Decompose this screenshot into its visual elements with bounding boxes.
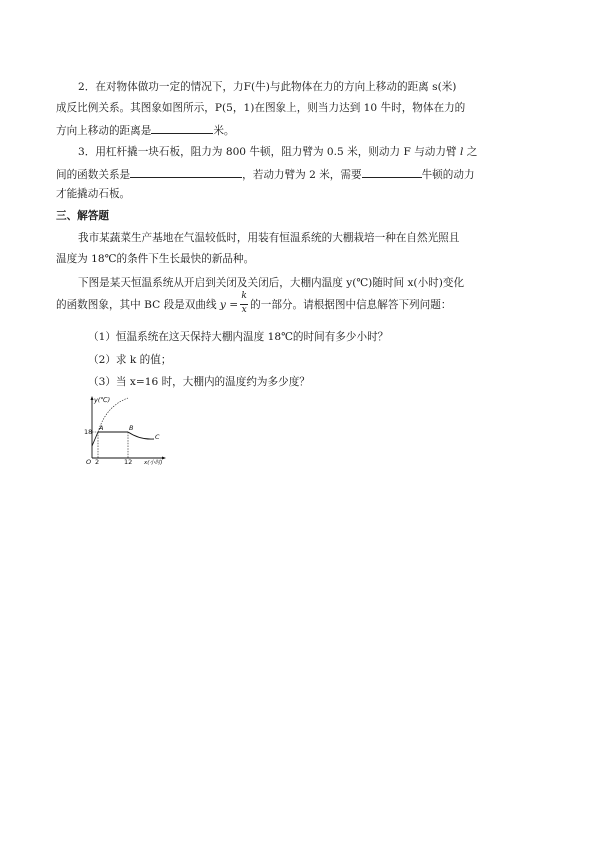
question-1: （1）恒温系统在这天保持大棚内温度 18℃的时间有多少小时？ [88, 331, 389, 343]
lever-arm-symbol: l [459, 146, 464, 158]
y-tick-18: 18 [84, 428, 93, 436]
segment-bc-hyperbola [128, 432, 154, 439]
x-tick-12: 12 [124, 458, 133, 466]
question-3: （3）当 x=16 时，大棚内的温度约为多少度？ [88, 376, 310, 388]
problem-3-text-before-blank: 间的函数关系是 [56, 169, 131, 181]
paragraph-2-line-2 [56, 291, 540, 315]
problem-3-text-middle: ，若动力臂为 2 米，需要 [242, 169, 362, 181]
y-axis-label: y(℃) [94, 396, 111, 404]
problem-3-text-end: 之 [463, 146, 478, 158]
answer-blank [151, 122, 213, 134]
x-tick-2: 2 [95, 458, 100, 466]
paragraph-2-line-1: 下图是某天恒温系统从开启到关闭及关闭后，大棚内温度 y(℃)随时间 x(小时)变化 [78, 277, 465, 289]
origin-label: O [86, 458, 92, 466]
problem-2-line-3 [56, 122, 540, 138]
problem-3-text-after-blank: 牛顿的动力 [421, 169, 475, 181]
problem-2-text-before-blank: 方向上移动的距离是 [56, 125, 152, 137]
paragraph-2-text-after-formula: 的一部分。请根据图中信息解答下列问题： [250, 299, 452, 311]
formula-numerator: k [241, 291, 247, 301]
point-b-label: B [129, 424, 134, 432]
paragraph-2-text-before-formula: 的函数图象，其中 BC 段是双曲线 [56, 299, 220, 311]
problem-3-line-1 [78, 145, 540, 159]
paragraph-1-line-2: 温度为 18℃的条件下生长最快的新品种。 [56, 253, 255, 265]
question-2: （2）求 k 的值； [88, 354, 172, 366]
force-answer-blank [362, 166, 422, 178]
formula-lhs: y = [219, 299, 239, 311]
paragraph-1-line-1: 我市某蔬菜生产基地在气温较低时，用装有恒温系统的大棚栽培一种在自然光照且 [78, 232, 460, 244]
problem-3-text: 3．用杠杆撬一块石板，阻力为 800 牛顿，阻力臂为 0.5 米，则动力 F 与动力臂 [78, 146, 460, 158]
problem-3-line-2 [56, 166, 540, 182]
segment-rise [92, 432, 98, 446]
problem-2-line-2: 成反比例关系。其图象如图所示，P(5，1)在图象上，则当力达到 10 牛时，物体在力的 [56, 102, 466, 114]
problem-3-line-3: 才能撬动石板。 [56, 188, 131, 200]
section-heading: 三、解答题 [56, 210, 109, 222]
function-answer-blank [130, 166, 242, 178]
x-axis-label: x(小时) [144, 460, 163, 466]
formula-fraction [239, 291, 249, 315]
temperature-graph [84, 394, 168, 466]
x-axis-arrow [162, 457, 166, 460]
problem-2-text-after-blank: 米。 [213, 125, 235, 137]
point-c-label: C [155, 433, 160, 441]
point-a-label: A [99, 424, 104, 432]
problem-2-line-1: 2．在对物体做功一定的情况下，力F(牛)与此物体在力的方向上移动的距离 s(米) [78, 81, 457, 93]
formula-denominator: x [241, 305, 247, 315]
